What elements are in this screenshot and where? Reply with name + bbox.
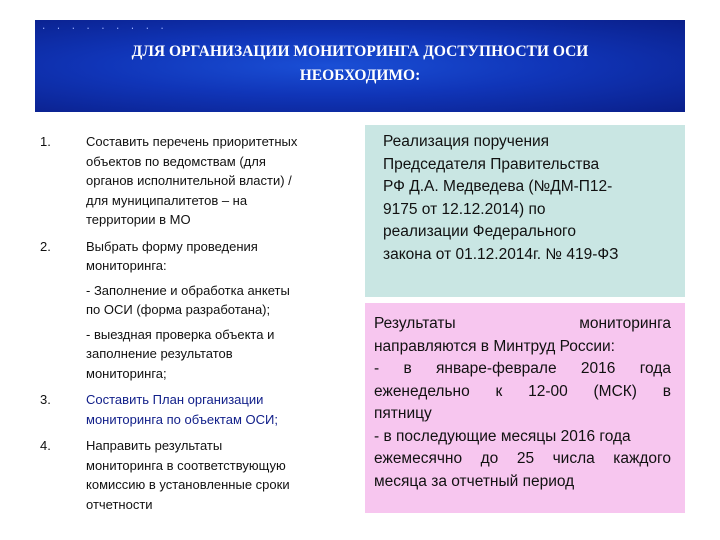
results-line (374, 471, 671, 494)
results-line (374, 448, 671, 471)
results-word: каждого (613, 450, 671, 467)
step-text (86, 132, 360, 230)
results-word: ежемесячно (374, 450, 463, 467)
results-line (374, 313, 671, 336)
results-word: пятницу (374, 405, 432, 422)
step-item (40, 132, 360, 230)
results-word: январе-феврале (436, 360, 557, 377)
results-word: числа (552, 450, 595, 467)
results-word: 25 (516, 450, 535, 467)
note-line: Председателя Правительства (383, 155, 600, 173)
title-line-2: НЕОБХОДИМО: (299, 67, 421, 84)
step-line: по ОСИ (форма разработана); (86, 302, 271, 317)
steps-list (40, 132, 360, 521)
step-text (86, 237, 360, 384)
results-word: 12-00 (528, 382, 568, 400)
note-line: 9175 от 12.12.2014) по (383, 200, 546, 218)
header-dots: . . . . . . . . . (41, 22, 167, 32)
results-word: к (495, 382, 503, 400)
step-number: 1. (40, 134, 51, 149)
results-word: в (662, 382, 671, 400)
note-line: реализации Федерального (383, 223, 576, 240)
note-line: закона от 01.12.2014г. № 419-ФЗ (383, 245, 619, 263)
step-line: мониторинга по объектам ОСИ; (86, 411, 278, 427)
step-line: Составить перечень приоритетных (86, 134, 298, 149)
step-line: Направить результаты (86, 438, 223, 453)
results-word: до (480, 450, 499, 467)
step-line: Выбрать форму проведения (86, 238, 258, 254)
step-line: Составить План организации (86, 392, 264, 407)
results-word: года (639, 360, 671, 377)
results-word: - (374, 360, 380, 377)
results-word: 2016 (580, 360, 616, 377)
results-line (374, 403, 671, 426)
results-word: - в последующие месяцы 2016 года (374, 427, 631, 445)
results-line (374, 336, 671, 359)
results-word: еженедельно (374, 382, 470, 400)
step-line: территории в МО (86, 212, 191, 227)
results-word: направляются в Минтруд России: (374, 337, 615, 355)
step-number: 3. (40, 392, 51, 407)
step-line: - Заполнение и обработка анкеты (86, 282, 290, 298)
step-line: комиссию в установленные сроки (86, 477, 290, 492)
note-line: Реализация поручения (383, 133, 550, 150)
results-line (374, 358, 671, 381)
results-note-box (365, 303, 685, 513)
results-word: в (403, 360, 412, 377)
step-line: мониторинга в соответствующую (86, 457, 286, 473)
step-item (40, 237, 360, 384)
results-word: Результаты (374, 315, 456, 332)
step-text (86, 436, 360, 514)
step-line: - выездная проверка объекта и (86, 326, 275, 342)
step-line: отчетности (86, 496, 153, 512)
step-number: 4. (40, 438, 51, 453)
step-line: мониторинга: (86, 258, 167, 273)
results-word: мониторинга (579, 315, 671, 332)
page-title (35, 40, 685, 88)
results-word: месяца за отчетный период (374, 472, 575, 490)
step-number: 2. (40, 238, 51, 254)
step-item (40, 436, 360, 514)
note-line: РФ Д.А. Медведева (№ДМ-П12- (383, 178, 613, 195)
step-line: для муниципалитетов – на (86, 192, 248, 208)
step-line: мониторинга; (86, 365, 167, 381)
step-item (40, 390, 360, 429)
results-word: (МСК) (593, 382, 637, 400)
results-line (374, 381, 671, 404)
step-line: объектов по ведомствам (для (86, 153, 266, 169)
step-sub-item (86, 281, 360, 320)
step-text (86, 390, 360, 429)
header-banner (35, 20, 685, 112)
step-line: заполнение результатов (86, 346, 233, 361)
implementation-note-box (365, 125, 685, 297)
step-sub-item (86, 325, 360, 384)
step-line: органов исполнительной власти) / (86, 173, 292, 188)
title-line-1: ДЛЯ ОРГАНИЗАЦИИ МОНИТОРИНГА ДОСТУПНОСТИ ОСИ (131, 43, 589, 60)
results-line (374, 426, 671, 449)
